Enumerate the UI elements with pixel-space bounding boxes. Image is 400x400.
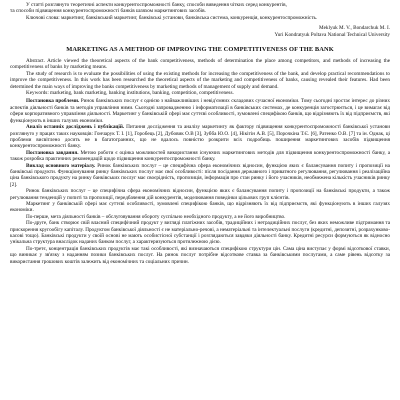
body-paragraph-9: По-третє, концентрація банківських продуктів має такі особливості, які визначаються специфікою структури цін. Сама ціна виступає у формі відсоткової ставки, що виникає у зв'язку з наданням позики банківських послуг. На ринок послуг потрібне відсоткове ставка за банківськими послугами, а саме рівень відсотку за використання грошових коштів залежить від економічних та соціальних причин. [10,245,390,265]
body-paragraph-5: Ринок банківських послуг – це специфічна сфера економічних відносин, функцією яких є балансування попиту і пропозиції на банківські продукти, а також регулювання тенденцій у попиті та пропозиції, передбачення дій конкурентів, моделювання поведінки цільових груп клієнтів. [10,188,390,201]
main-text: Ринок банківських послуг – це специфічна сфера економічних відносин, функцією яких є балансування попиту і пропозиції на банківські продукти. Функціонування ринку банківських послуг має свої особливості: після посідання державного і приватного регулювання, регулювання і реалізаційна ціна банківського продукту на ринку банківських послуг має своєрідність, пропозиція, інформація про стан ринку і його учасників, необмежена кількість учасників ринку [2]. [10,162,390,188]
main-heading: Виклад основного матеріалу. [26,162,96,169]
body-paragraph-analysis [10,124,390,150]
intro-abstract-line-2: та способи підвищення конкурентоспроможності банків шляхом маркетингових засобів. [10,8,206,15]
body-paragraph-main [10,163,390,189]
problem-heading: Постановка проблеми. [26,98,80,105]
intro-keywords-text: маркетинг, банківський маркетинг, банківські установи, банківська система, конкуренція, конкурентоспроможність. [61,14,318,21]
analysis-heading: Аналіз останніх досліджень і публікацій. [26,124,125,131]
intro-keywords-label: Ключові слова: [26,14,60,21]
author-affiliation: Yuri Kondratyuk Poltava National Technical University [274,31,390,38]
body-paragraph-task [10,150,390,163]
task-heading: Постановка завдання. [26,149,79,156]
body-paragraph-7: По-перше, мета діяльності банків – обслуговування обороту суспільно необхідного продукту, а не його виробництво. [26,213,286,220]
body-paragraph-problem [10,98,390,124]
abstract-paragraph-1: Abstract. Article viewed the theoretical aspects of the bank competitiveness, methods of determination the place among competitors, and methods of increasing the competitiveness of banks by marketing means. [10,58,390,71]
article-keywords: Keywords: marketing, bank marketing, banking institutions, banking, competition, competitiveness. [26,90,234,97]
intro-abstract-line-1: У статті розглянуто теоретичні аспекти конкурентоспроможності банку, способи виведення чітких серед конкурентів, [26,2,287,8]
problem-text: Ринок банківських послуг є однією з найважливіших і невід'ємних складових сучасної економіки. Тому сьогодні зростає інтерес до різних аспектів діяльності банків та методів управління ними. Сьогодні запровадженню і інформатизації в банківських системах, де конкуренція загострюється, і це вимагає від сфери корпоративного управління діяльності. Маркетинг у банківській сфері має суттєві особливості, зумовлені специфікою банків, що відрізняють їх від підприємств, які функціонують в інших галузях економіки. [10,98,390,124]
authors-block [10,25,390,38]
body-paragraph-6: Маркетинг у банківській сфері має суттєві особливості, зумовлені специфікою банків, що відрізняють їх від підприємств, які функціонують в інших галузях економіки. [10,200,390,214]
article-title: MARKETING AS A METHOD OF IMPROVING THE COMPETITIVENESS OF THE BANK [66,46,334,54]
author-names: Meklyuk M. V., Bondarchuk M. I. [319,25,390,32]
intro-keywords [10,15,390,21]
abstract-paragraph-2: The study of research is to evaluate the possibilities of using the existing methods for increasing the competitiveness of the bank, and develop practical recommendations to improve the competitiveness. In this work has been researched the theoretical aspects of the marketing and competitiveness of banks, causing revealed their features. Had been determined the main ways of improving the banks competitiveness by marketing methods of management of supply and demand. [10,70,390,90]
analysis-text: Питання дослідження та аналізу маркетингу як фактору підвищення конкурентоспроможності банківської установи розглянуто у працях таких науковців: Гончарук Т. І. [1], Горобець [2], Дубовик О.В [3], Зубба Ю.О. [4], Нікітін А.В. [5], Порочкіна Т.Є. [6], Ратенко О.В. [7] та ін. Однак, ці проблеми висвітлено досить не в багатогранних, що не вдалось повністю розкрити всіх подробиць поширення маркетингових засобів підвищення конкурентоспроможності банку. [10,124,391,150]
task-text: Метою роботи є оцінка можливостей використання існуючих маркетингових методів для підвищення конкурентоспроможності банку, а також розробка практичних рекомендацій щодо підвищення конкурентоспроможності банку. [10,149,391,163]
body-paragraph-8: По-друге, банк створює свій власний специфічний продукт у вигляді платіжних засобів, традиційних і нетрадиційних послуг, без яких неможливе підтримання та прискорення кругообігу капіталу. Продуктом банківської діяльності є не матеріально-речові, а нематеріальні та інтелектуальні послуги (кредитні, депозитні, розрахунково-касові тощо). Банківські продукти у своїй основі не мають особистісної субстанції і розглядаються завдяки діяльності банку. Кредитні ресурси формуються як відносно унікальна структура внаслідок наданих банком послуг, а характеризуються протилежною дією. [10,220,390,246]
